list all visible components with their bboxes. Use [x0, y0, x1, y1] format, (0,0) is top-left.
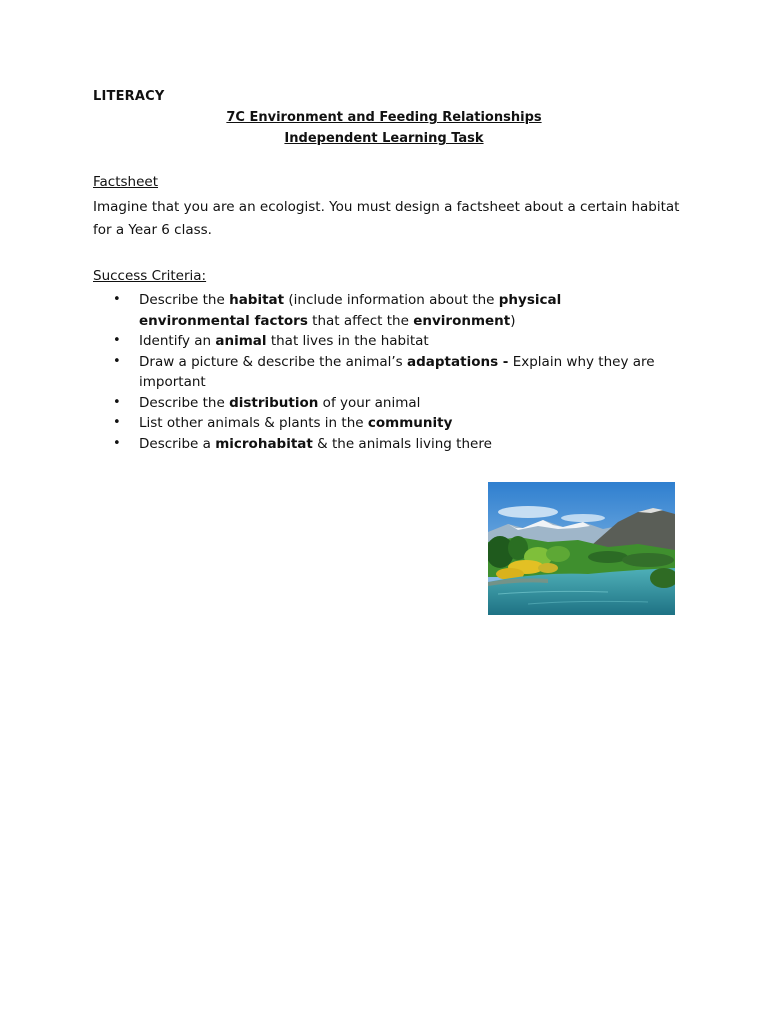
criteria-text: Describe the — [139, 292, 230, 308]
criteria-item-distribution — [113, 393, 673, 414]
criteria-text: that affect the — [307, 312, 414, 329]
success-criteria-label: Success Criteria: — [93, 268, 207, 284]
criteria-text: Draw a picture & describe the animal’s — [139, 353, 407, 370]
factsheet-label: Factsheet — [93, 174, 159, 190]
document-title — [0, 110, 768, 125]
title-line-2: Independent Learning Task — [284, 131, 484, 146]
bullet-icon: • — [113, 353, 121, 369]
criteria-text: of your animal — [318, 394, 421, 411]
criteria-keyword: community — [367, 415, 453, 431]
criteria-text: (include information about the — [284, 292, 499, 308]
criteria-item-microhabitat — [113, 434, 673, 455]
criteria-item-animal — [113, 331, 673, 352]
success-criteria-list — [113, 290, 673, 454]
criteria-item-adaptations — [113, 352, 673, 393]
bullet-icon: • — [113, 333, 121, 348]
criteria-keyword: adaptations - — [407, 353, 509, 370]
criteria-text: List other animals & plants in the — [139, 415, 368, 431]
criteria-text: Identify an — [139, 333, 216, 349]
bullet-icon: • — [113, 394, 121, 410]
criteria-text: Describe a — [139, 435, 216, 452]
literacy-heading: LITERACY — [93, 89, 165, 104]
habitat-landscape-photo — [488, 482, 675, 615]
criteria-text: Describe the — [139, 394, 230, 411]
criteria-keyword: animal — [215, 333, 267, 349]
document-subtitle — [0, 131, 768, 146]
title-line-1: 7C Environment and Feeding Relationships — [226, 110, 542, 125]
criteria-keyword: distribution — [229, 394, 319, 411]
criteria-keyword: habitat — [229, 292, 285, 308]
bullet-icon: • — [113, 415, 121, 430]
factsheet-intro: Imagine that you are an ecologist. You must design a factsheet about a certain habitat for a Year 6 class. — [93, 199, 680, 238]
criteria-text: ) — [510, 312, 516, 329]
criteria-keyword: microhabitat — [215, 435, 313, 452]
criteria-text: that lives in the habitat — [266, 333, 429, 349]
criteria-item-habitat — [113, 290, 673, 331]
bullet-icon: • — [113, 435, 121, 451]
criteria-keyword: environment — [413, 312, 511, 329]
criteria-item-community — [113, 413, 673, 434]
bullet-icon: • — [113, 292, 121, 307]
criteria-text: & the animals living there — [312, 435, 492, 452]
criteria-text: Explain why they are important — [139, 353, 655, 390]
criteria-keyword: physical environmental factors — [139, 292, 562, 329]
